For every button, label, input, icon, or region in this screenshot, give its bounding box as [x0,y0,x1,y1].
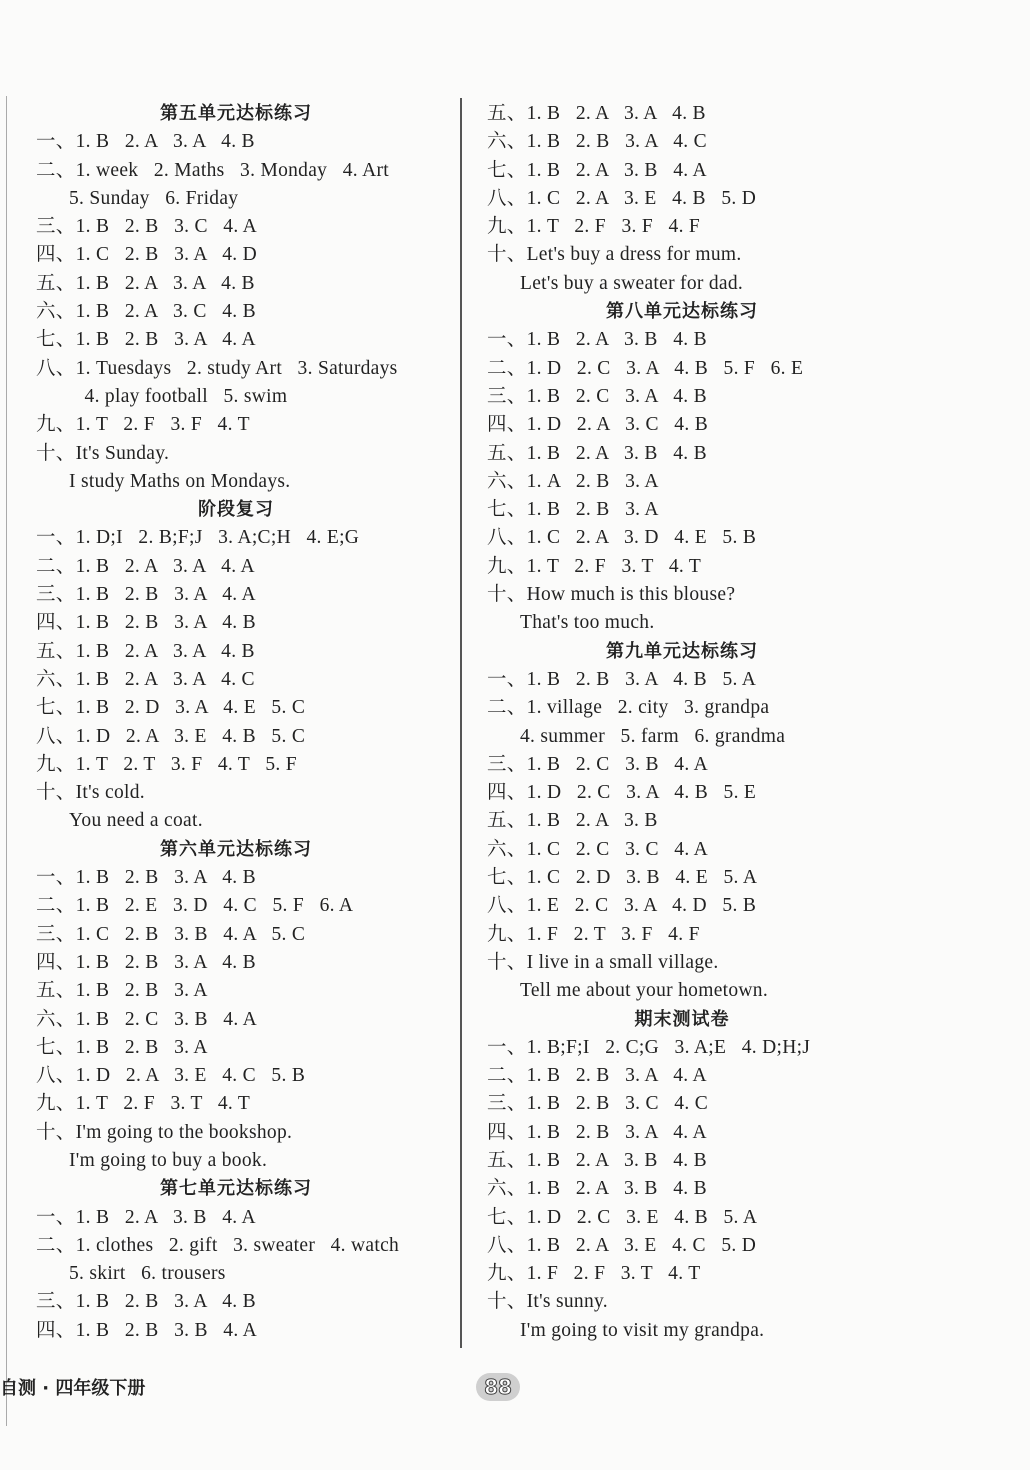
answer-line: 七、1. D 2. C 3. E 4. B 5. A [487,1206,758,1228]
answer-line: 八、1. Tuesdays 2. study Art 3. Saturdays [36,357,398,379]
answer-line: 七、1. B 2. D 3. A 4. E 5. C [36,697,306,719]
answer-line: 九、1. F 2. T 3. F 4. F [487,923,700,945]
answer-line: 八、1. C 2. A 3. D 4. E 5. B [487,527,757,549]
answer-line: 三、1. B 2. C 3. A 4. B [487,385,707,407]
section-heading: 阶段复习 [198,499,274,521]
answer-line: I study Maths on Mondays. [69,470,291,492]
answer-line: 三、1. C 2. B 3. B 4. A 5. C [36,923,306,945]
answer-line: 一、1. B 2. A 3. B 4. A [36,1206,256,1228]
answer-line: 六、1. B 2. B 3. A 4. C [487,131,707,153]
column-divider [460,98,462,1348]
answer-line: 三、1. B 2. B 3. A 4. B [36,1291,256,1313]
answer-line: 十、How much is this blouse? [487,584,736,606]
answer-line: That's too much. [520,612,655,634]
answer-line: 二、1. B 2. B 3. A 4. A [487,1065,707,1087]
answer-line: 七、1. B 2. B 3. A 4. A [36,329,256,351]
answer-line: I'm going to buy a book. [69,1149,268,1171]
answer-line: 四、1. B 2. B 3. A 4. B [36,951,256,973]
answer-line: 五、1. B 2. A 3. A 4. B [36,272,255,294]
answer-line: 四、1. B 2. B 3. A 4. B [36,612,256,634]
section-heading: 第五单元达标练习 [160,103,312,124]
answer-line: 一、1. B 2. B 3. A 4. B [36,867,256,889]
answer-line: 六、1. B 2. C 3. B 4. A [36,1008,258,1030]
answer-line: 五、1. B 2. A 3. B 4. B [487,442,707,464]
answer-column-left [36,100,461,1345]
page-number: 88 [476,1373,520,1401]
answer-line: 十、It's sunny. [487,1291,608,1313]
answer-line: 4. summer 5. farm 6. grandma [520,725,786,747]
answer-line: 十、I'm going to the bookshop. [36,1121,293,1143]
answer-line: 四、1. B 2. B 3. B 4. A [36,1319,258,1341]
answer-line: 四、1. B 2. B 3. A 4. A [487,1121,707,1143]
answer-line: 5. Sunday 6. Friday [69,187,239,209]
answer-column-right [487,100,1017,1345]
answer-line: 五、1. B 2. A 3. B 4. B [487,1149,707,1171]
answer-line: 十、I live in a small village. [487,951,719,973]
answer-line: 四、1. D 2. C 3. A 4. B 5. E [487,782,757,804]
answer-line: 七、1. B 2. A 3. B 4. A [487,159,707,181]
section-heading: 期末测试卷 [634,1008,730,1030]
answer-line: 4. play football 5. swim [69,385,288,407]
answer-line: 五、1. B 2. A 3. A 4. B [36,640,255,662]
answer-line: 六、1. B 2. A 3. C 4. B [36,301,256,323]
section-heading: 第七单元达标练习 [160,1178,312,1200]
answer-line: 九、1. T 2. F 3. F 4. F [487,216,701,238]
answer-line: 七、1. B 2. B 3. A [36,1036,208,1058]
answer-line: 五、1. B 2. A 3. B [487,810,658,832]
answer-line: 七、1. B 2. B 3. A [487,499,659,521]
answer-line: 七、1. C 2. D 3. B 4. E 5. A [487,867,758,889]
answer-line: 九、1. T 2. T 3. F 4. T 5. F [36,753,297,775]
answer-line: 八、1. D 2. A 3. E 4. C 5. B [36,1065,306,1087]
answer-line: 九、1. T 2. F 3. F 4. T [36,414,250,436]
answer-line: 九、1. F 2. F 3. T 4. T [487,1263,701,1285]
answer-line: 九、1. T 2. F 3. T 4. T [36,1093,251,1115]
answer-line: 十、Let's buy a dress for mum. [487,244,742,266]
answer-line: 五、1. B 2. A 3. A 4. B [487,103,706,124]
answer-line: 二、1. village 2. city 3. grandpa [487,697,770,719]
answer-line: 八、1. B 2. A 3. E 4. C 5. D [487,1234,757,1256]
answer-line: 八、1. D 2. A 3. E 4. B 5. C [36,725,306,747]
answer-line: 一、1. B 2. A 3. A 4. B [36,131,255,153]
answer-line: 二、1. B 2. E 3. D 4. C 5. F 6. A [36,895,354,917]
answer-line: 四、1. C 2. B 3. A 4. D [36,244,258,266]
answer-line: 四、1. D 2. A 3. C 4. B [487,414,709,436]
answer-line: 二、1. week 2. Maths 3. Monday 4. Art [36,159,389,181]
answer-line: 5. skirt 6. trousers [69,1263,226,1285]
answer-line: 九、1. T 2. F 3. T 4. T [487,555,702,577]
section-heading: 第八单元达标练习 [606,301,758,323]
answer-line: 一、1. B 2. B 3. A 4. B 5. A [487,668,757,690]
answer-line: 二、1. D 2. C 3. A 4. B 5. F 6. E [487,357,804,379]
book-title: 自测 · 四年级下册 [0,1378,146,1399]
answer-line: 六、1. C 2. C 3. C 4. A [487,838,709,860]
answer-line: Tell me about your hometown. [520,980,769,1002]
answer-line: 六、1. A 2. B 3. A [487,470,659,492]
section-heading: 第九单元达标练习 [606,640,758,662]
answer-line: 八、1. E 2. C 3. A 4. D 5. B [487,895,757,917]
page-edge-line [6,96,7,1426]
answer-line: I'm going to visit my grandpa. [520,1319,765,1341]
answer-line: 二、1. B 2. A 3. A 4. A [36,555,255,577]
answer-line: You need a coat. [69,810,203,832]
answer-line: 三、1. B 2. B 3. C 4. A [36,216,258,238]
answer-line: 一、1. B;F;I 2. C;G 3. A;E 4. D;H;J [487,1036,811,1058]
section-heading: 第六单元达标练习 [160,838,312,860]
answer-line: 一、1. D;I 2. B;F;J 3. A;C;H 4. E;G [36,527,360,549]
answer-line: 十、It's Sunday. [36,442,170,464]
answer-line: 五、1. B 2. B 3. A [36,980,208,1002]
answer-line: Let's buy a sweater for dad. [520,272,744,294]
answer-line: 三、1. B 2. B 3. C 4. C [487,1093,709,1115]
answer-line: 六、1. B 2. A 3. A 4. C [36,668,255,690]
answer-line: 六、1. B 2. A 3. B 4. B [487,1178,707,1200]
answer-line: 三、1. B 2. B 3. A 4. A [36,584,256,606]
answer-line: 十、It's cold. [36,782,145,804]
answer-line: 二、1. clothes 2. gift 3. sweater 4. watch [36,1234,400,1256]
answer-line: 一、1. B 2. A 3. B 4. B [487,329,707,351]
answer-line: 八、1. C 2. A 3. E 4. B 5. D [487,187,757,209]
answer-line: 三、1. B 2. C 3. B 4. A [487,753,709,775]
